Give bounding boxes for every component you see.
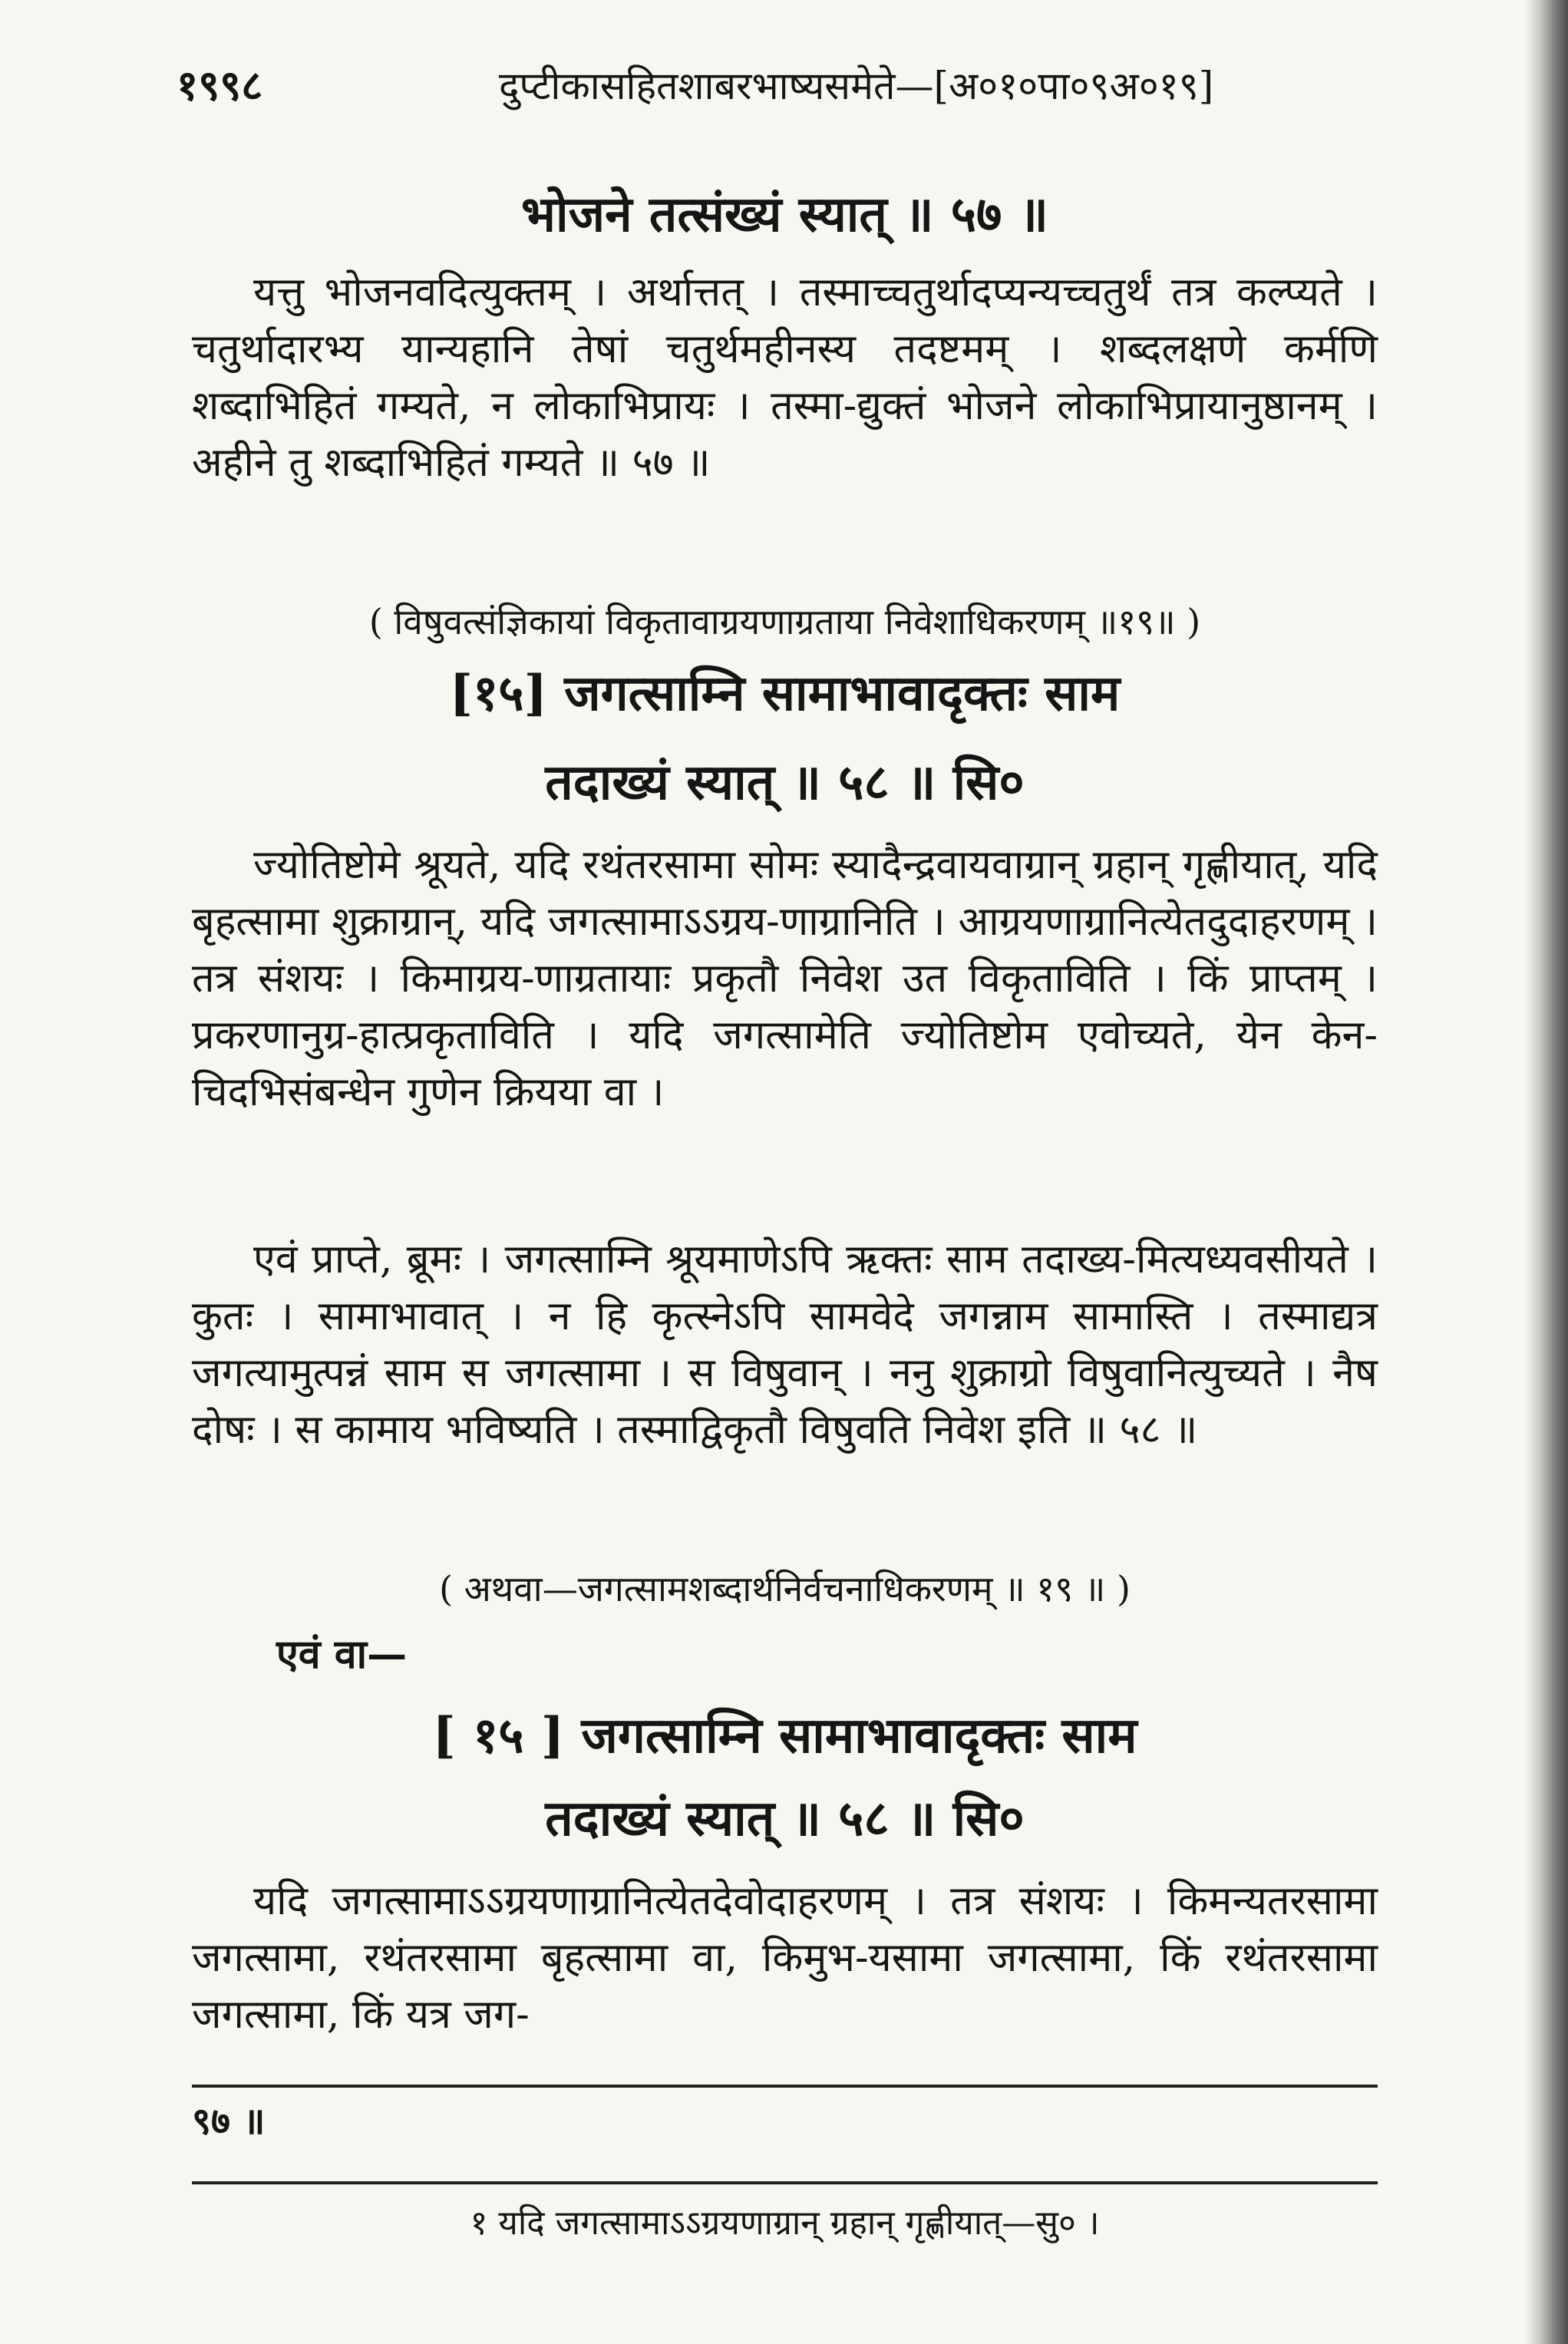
sutra-reference-note: ९७ ॥ <box>192 2100 266 2143</box>
sutra-58-alt-line-2: तदाख्यं स्यात् ॥ ५८ ॥ सि० <box>545 1790 1025 1847</box>
adhikarana-heading-1: ( विषुवत्संज्ञिकायां विकृतावाग्रयणाग्रताया निवेशाधिकरणम् ॥१९॥ ) <box>368 601 1201 642</box>
page-number: १९९८ <box>177 61 263 110</box>
footnote: १ यदि जगत्सामाऽऽग्रयणाग्रान् ग्रहान् गृह्णीयात्—सु० । <box>470 2204 1100 2243</box>
footnote-rule-bottom <box>192 2181 1378 2184</box>
adhikarana-heading-2: ( अथवा—जगत्सामशब्दार्थनिर्वचनाधिकरणम् ॥ १९ ॥ ) <box>439 1568 1131 1609</box>
commentary-paragraph-1: यत्तु भोजनवदित्युक्तम् । अर्थात्तत् । तस्माच्चतुर्थादप्यन्यच्चतुर्थं तत्र कल्प्यते । चतुर्थादारभ्य यान्यहानि तेषां चतुर्थमहीनस्य तदष्टमम् । शब्दलक्षणे कर्मणि शब्दाभिहितं गम्यते, न लोकाभिप्रायः । तस्मा-द्युक्तं भोजने लोकाभिप्रायानुष्ठानम् । अहीने तु शब्दाभिहितं गम्यते ॥ ५७ ॥ <box>192 269 1378 486</box>
sutra-58-line-1: [१५] जगत्साम्नि सामाभावादृक्तः साम <box>449 665 1121 722</box>
binding-shadow <box>1525 0 1568 2344</box>
footnote-rule-top <box>192 2085 1378 2088</box>
commentary-paragraph-3: एवं प्राप्ते, ब्रूमः । जगत्साम्नि श्रूयमाणेऽपि ऋक्तः साम तदाख्य-मित्यध्यवसीयते । कुतः । सामाभावात् । न हि कृत्स्नेऽपि सामवेदे जगन्नाम सामास्ति । तस्माद्यत्र जगत्यामुत्पन्नं साम स जगत्सामा । स विषुवान् । ननु शुक्राग्रो विषुवानित्युच्यते । नैष दोषः । स कामाय भविष्यति । तस्माद्विकृतौ विषुवति निवेश इति ॥ ५८ ॥ <box>192 1236 1378 1453</box>
sutra-58-line-2: तदाख्यं स्यात् ॥ ५८ ॥ सि० <box>545 754 1025 811</box>
running-title: दुप्टीकासहितशाबरभाष्यसमेते—[अ०१०पा०९अ०१९] <box>499 64 1214 108</box>
sutra-57: भोजने तत्संख्यं स्यात् ॥ ५७ ॥ <box>521 186 1048 243</box>
evam-va-heading: एवं वा— <box>276 1631 408 1678</box>
page-header <box>177 55 1420 132</box>
commentary-paragraph-4: यदि जगत्सामाऽऽग्रयणाग्रानित्येतदेवोदाहरणम् । तत्र संशयः । किमन्यतरसामा जगत्सामा, रथंतरसामा बृहत्सामा वा, किमुभ-यसामा जगत्सामा, किं रथंतरसामा जगत्सामा, किं यत्र जग- <box>192 1878 1378 2038</box>
commentary-paragraph-2: ज्योतिष्टोमे श्रूयते, यदि रथंतरसामा सोमः स्यादैन्द्रवायवाग्रान् ग्रहान् गृह्णीयात्, यदि बृहत्सामा शुक्राग्रान्, यदि जगत्सामाऽऽग्रय-णाग्रानिति । आग्रयणाग्रानित्येतदुदाहरणम् । तत्र संशयः । किमाग्रय-णाग्रतायाः प्रकृतौ निवेश उत विकृताविति । किं प्राप्तम् । प्रकरणानुग्र-हात्प्रकृताविति । यदि जगत्सामेति ज्योतिष्टोम एवोच्यते, येन केन-चिदभिसंबन्धेन गुणेन क्रियया वा । <box>192 842 1378 1115</box>
sutra-58-alt-line-1: [ १५ ] जगत्साम्नि सामाभावादृक्तः साम <box>432 1707 1137 1765</box>
